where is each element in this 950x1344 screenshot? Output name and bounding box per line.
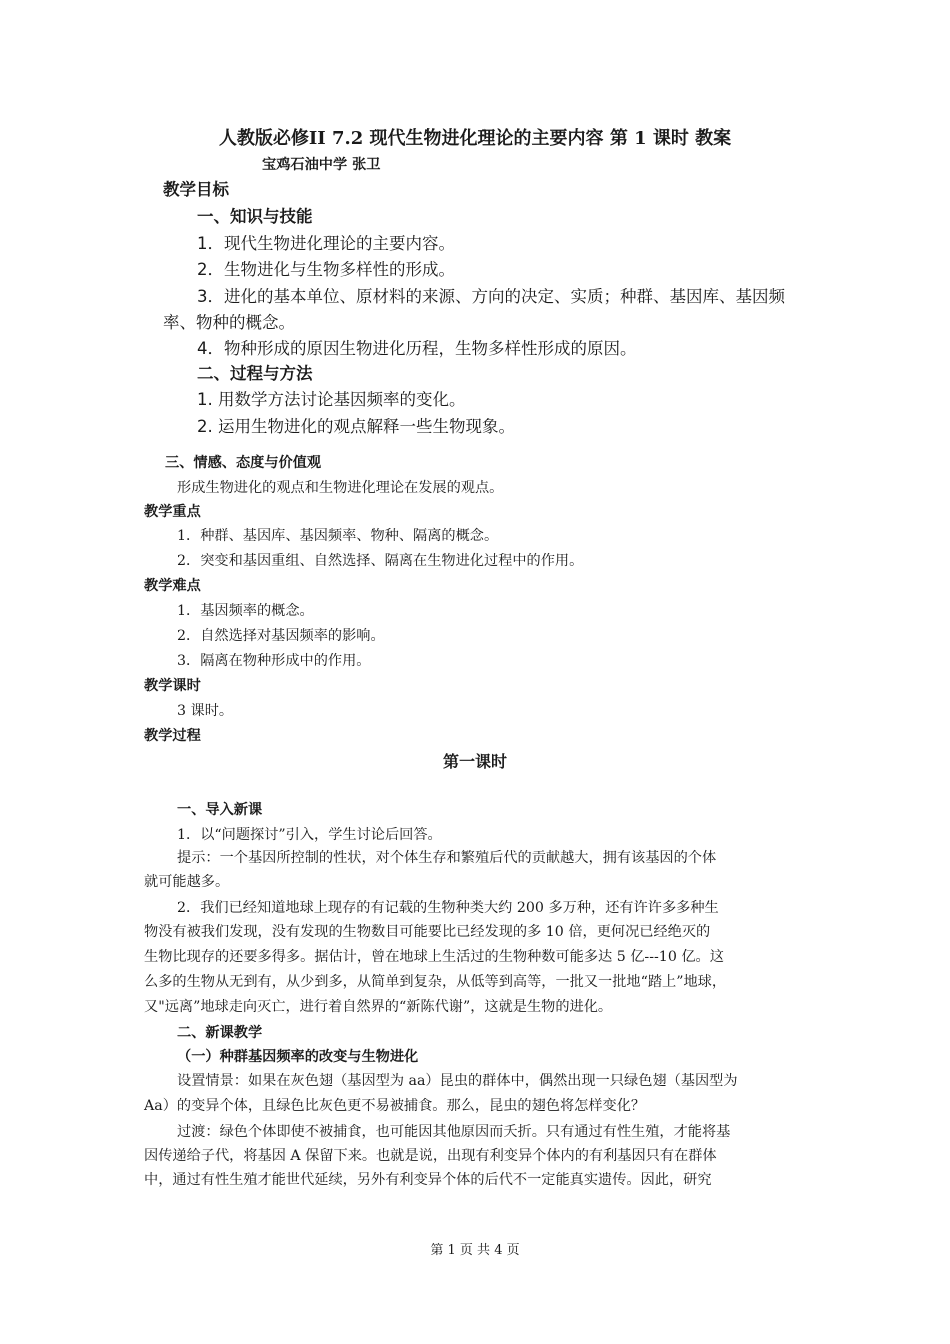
process-item: 2. 运用生物进化的观点解释一些生物现象。	[197, 417, 515, 436]
intro-2-line: 2．我们已经知道地球上现存的有记载的生物种类大约 200 多万种，还有许许多多种生	[177, 900, 719, 916]
scenario-line: 设置情景：如果在灰色翅（基因型为 aa）昆虫的群体中，偶然出现一只绿色翅（基因型为	[177, 1073, 738, 1089]
sub-heading: （一）种群基因频率的改变与生物进化	[177, 1049, 419, 1065]
lesson-heading: 第一课时	[442, 752, 507, 771]
intro-heading: 一、导入新课	[177, 802, 263, 818]
key-heading: 教学重点	[144, 504, 201, 520]
difficult-item: 1．基因频率的概念。	[177, 603, 314, 619]
key-item: 2．突变和基因重组、自然选择、隔离在生物进化过程中的作用。	[177, 553, 584, 569]
transition-line: 中，通过有性生殖才能世代延续，另外有利变异个体的后代不一定能真实遗传。因此，研究	[144, 1172, 712, 1188]
knowledge-item: 2．生物进化与生物多样性的形成。	[197, 260, 455, 279]
knowledge-heading: 一、知识与技能	[197, 207, 313, 226]
knowledge-item: 1．现代生物进化理论的主要内容。	[197, 234, 455, 253]
intro-2-line: 生物比现存的还要多得多。据估计，曾在地球上生活过的生物种数可能多达 5 亿---10 亿。这	[144, 949, 724, 965]
difficult-item: 2．自然选择对基因频率的影响。	[177, 628, 385, 644]
author-line: 宝鸡石油中学 张卫	[262, 157, 381, 173]
difficult-heading: 教学难点	[144, 578, 201, 594]
goals-heading: 教学目标	[163, 180, 229, 199]
intro-2-line: 又"远离”地球走向灭亡，进行着自然界的“新陈代谢”，这就是生物的进化。	[144, 999, 613, 1015]
intro-item: 1．以“问题探讨”引入，学生讨论后回答。	[177, 827, 442, 843]
new-heading: 二、新课教学	[177, 1025, 263, 1041]
document-title: 人教版必修II 7.2 现代生物进化理论的主要内容 第 1 课时 教案	[218, 128, 732, 149]
intro-2-line: 么多的生物从无到有，从少到多，从简单到复杂，从低等到高等，一批又一批地“踏上”地球，	[144, 974, 727, 990]
knowledge-item: 率、物种的概念。	[163, 313, 295, 332]
intro-hint-line: 就可能越多。	[144, 874, 230, 890]
page-footer: 第 1 页 共 4 页	[430, 1243, 520, 1258]
process-heading: 二、过程与方法	[197, 364, 313, 383]
intro-hint-line: 提示：一个基因所控制的性状，对个体生存和繁殖后代的贡献越大，拥有该基因的个体	[177, 850, 717, 866]
process-item: 1. 用数学方法讨论基因频率的变化。	[197, 390, 466, 409]
intro-2-line: 物没有被我们发现，没有发现的生物数目可能要比已经发现的多 10 倍，更何况已经绝灭的	[144, 924, 711, 940]
scenario-line: Aa）的变异个体，且绿色比灰色更不易被捕食。那么，昆虫的翅色将怎样变化？	[144, 1098, 646, 1114]
transition-line: 过渡：绿色个体即使不被捕食，也可能因其他原因而夭折。只有通过有性生殖，才能将基	[177, 1124, 731, 1140]
key-item: 1．种群、基因库、基因频率、物种、隔离的概念。	[177, 528, 499, 544]
knowledge-item: 4．物种形成的原因生物进化历程，生物多样性形成的原因。	[197, 339, 637, 358]
emotion-text: 形成生物进化的观点和生物进化理论在发展的观点。	[177, 480, 504, 496]
emotion-heading: 三、情感、态度与价值观	[165, 455, 322, 471]
difficult-item: 3．隔离在物种形成中的作用。	[177, 653, 371, 669]
hours-heading: 教学课时	[144, 678, 201, 694]
knowledge-item: 3．进化的基本单位、原材料的来源、方向的决定、实质；种群、基因库、基因频	[197, 287, 785, 306]
process2-heading: 教学过程	[144, 728, 201, 744]
transition-line: 因传递给子代，将基因 A 保留下来。也就是说，出现有利变异个体内的有利基因只有在群体	[144, 1148, 717, 1164]
hours-text: 3 课时。	[177, 703, 234, 719]
